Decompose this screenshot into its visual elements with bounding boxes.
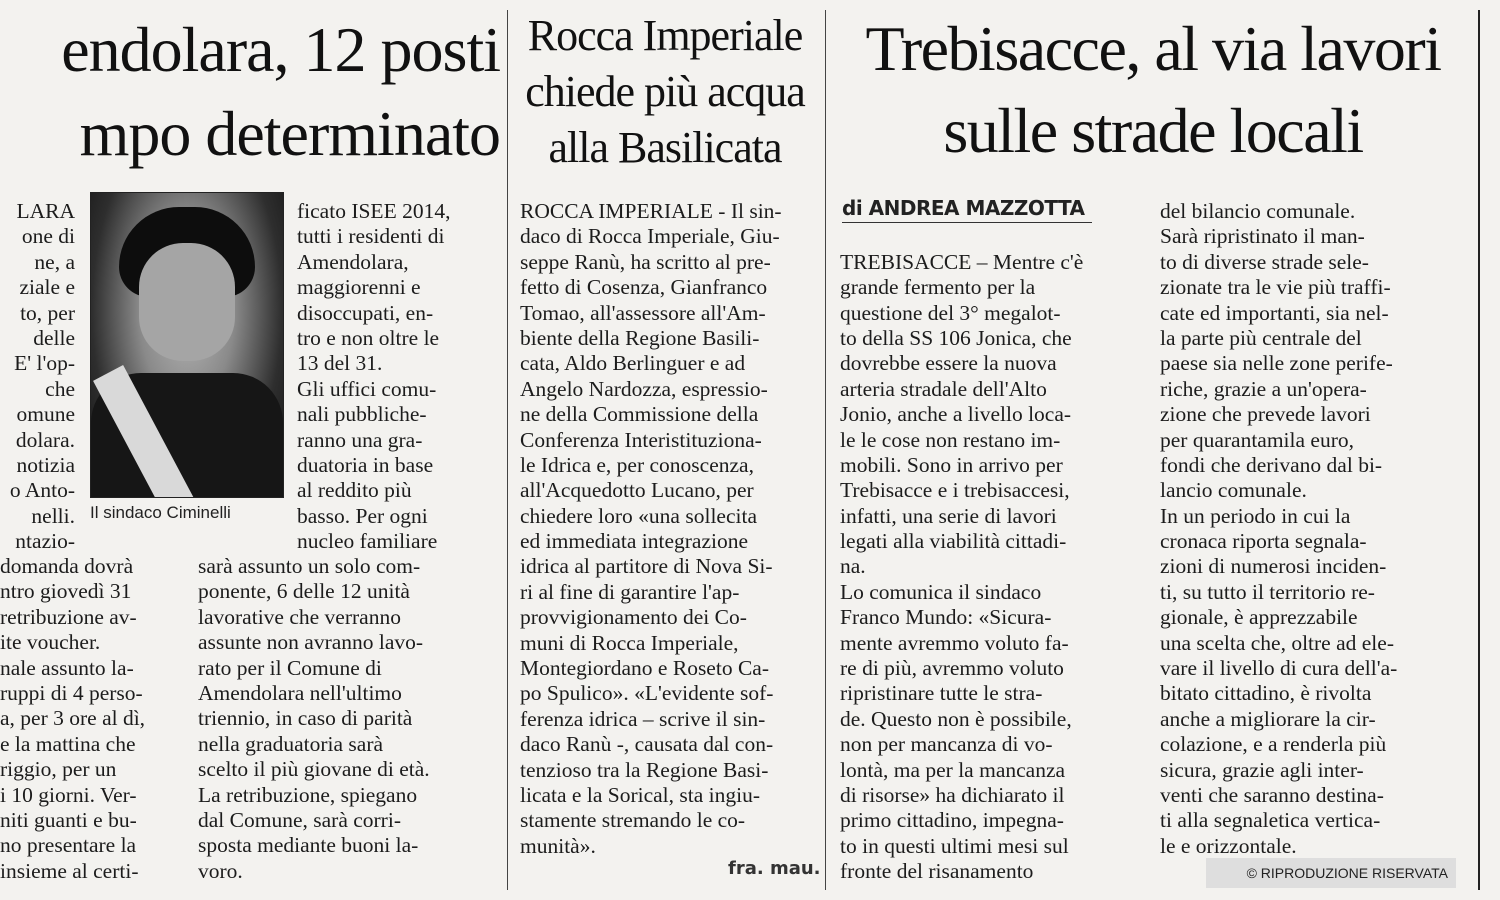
text-line: Tomao, all'assessore all'Am- (520, 300, 766, 325)
text-line: ti, su tutto il territorio re- (1160, 579, 1375, 604)
text-line: infatti, una serie di lavori (840, 503, 1057, 528)
text-line: dolara. (15, 427, 75, 452)
text-line: arteria stradale dell'Alto (840, 376, 1047, 401)
text-line: tro e non oltre le (297, 325, 440, 350)
text-line: Angelo Nardozza, espressio- (520, 376, 768, 401)
text-line: riggio, per un (0, 757, 117, 782)
text-line: legati alla viabilità cittadi- (840, 529, 1067, 554)
byline: di ANDREA MAZZOTTA (842, 196, 1085, 220)
text-line: ite voucher. (0, 630, 101, 655)
text-line: la parte più centrale del (1160, 325, 1362, 350)
text-line: zioni di numerosi inciden- (1160, 554, 1387, 579)
text-line: one di (21, 224, 75, 249)
text-line: ri al fine di garantire l'ap- (520, 579, 740, 604)
text-line: di risorse» ha dichiarato il (840, 782, 1065, 807)
column-divider (825, 10, 826, 890)
text-line: provvigionamento dei Co- (520, 605, 747, 630)
copyright-notice: © RIPRODUZIONE RISERVATA (1206, 858, 1456, 888)
text-line: na. (840, 554, 866, 579)
text-line: LARA (16, 199, 75, 223)
headline-line: chiede più acqua (525, 67, 805, 116)
text-line: colazione, e a renderla più (1160, 732, 1387, 757)
text-line: Conferenza Interistituziona- (520, 427, 762, 452)
text-line: ROCCA IMPERIALE - Il sin- (520, 199, 782, 223)
text-line: to, per (20, 300, 75, 325)
text-line: E' l'op- (14, 351, 75, 376)
text-line: ne, a (34, 249, 75, 274)
text-line: nucleo familiare (297, 529, 438, 554)
text-line: zionate tra le vie più traffi- (1160, 275, 1391, 300)
text-line: stamente stremando le co- (520, 808, 746, 833)
text-line: Sarà ripristinato il man- (1160, 224, 1365, 249)
text-line: Lo comunica il sindaco (840, 579, 1042, 604)
left-article-column-b (297, 199, 493, 554)
text-line: ferenza idrica – scrive il sin- (520, 706, 766, 731)
headline-line: Rocca Imperiale (527, 11, 803, 60)
column-divider (507, 10, 508, 890)
text-line: fetto di Cosenza, Gianfranco (520, 275, 768, 300)
left-article-column-a (0, 199, 75, 554)
text-line: i 10 giorni. Ver- (0, 782, 137, 807)
text-line: voro. (198, 858, 243, 883)
text-line: del bilancio comunale. (1160, 199, 1356, 223)
headline-line: Trebisacce, al via lavori (865, 13, 1441, 84)
text-line: maggiorenni e (297, 275, 421, 300)
text-line: notizia (16, 452, 75, 477)
text-line: ziale e (19, 275, 75, 300)
text-line: La retribuzione, spiegano (198, 782, 418, 807)
text-line: primo cittadino, impegna- (840, 808, 1064, 833)
text-line: cate ed importanti, sia nel- (1160, 300, 1389, 325)
text-line: ficato ISEE 2014, (297, 199, 451, 223)
text-line: Amendolara nell'ultimo (198, 680, 402, 705)
text-line: muni di Rocca Imperiale, (520, 630, 739, 655)
text-line: dal Comune, sarà corri- (198, 807, 401, 832)
text-line: tenzioso tra la Regione Basi- (520, 757, 769, 782)
text-line: triennio, in caso di parità (198, 706, 413, 731)
text-line: Jonio, anche a livello loca- (840, 402, 1072, 427)
text-line: In un periodo in cui la (1160, 503, 1351, 528)
text-line: ti alla segnaletica vertica- (1160, 808, 1381, 833)
text-line: dovrebbe essere la nuova (840, 351, 1057, 376)
text-line: fondi che derivano dal bi- (1160, 452, 1383, 477)
text-line: TREBISACCE – Mentre c'è (840, 249, 1084, 274)
text-line: al reddito più (297, 478, 412, 503)
text-line: po Spulico». «L'evidente sof- (520, 681, 774, 706)
text-line: fronte del risanamento (840, 859, 1034, 884)
mayor-photo (90, 192, 284, 498)
headline-amendolara (0, 8, 500, 176)
headline-rocca-imperiale (512, 8, 818, 176)
text-line: re di più, avremmo voluto (840, 656, 1064, 681)
text-line: rato per il Comune di (198, 655, 382, 680)
text-line: 13 del 31. (297, 351, 383, 376)
text-line: Amendolara, (297, 249, 409, 274)
text-line: sarà assunto un solo com- (198, 554, 421, 578)
headline-line: endolara, 12 posti (61, 14, 500, 85)
page-edge-rule (1478, 10, 1480, 890)
text-line: daco di Rocca Imperiale, Giu- (520, 224, 780, 249)
right-article-column-a (840, 199, 1134, 885)
text-line: de. Questo non è possibile, (840, 706, 1072, 731)
text-line: daco Ranù -, causata dal con- (520, 732, 774, 757)
text-line: zione che prevede lavori (1160, 402, 1371, 427)
headline-trebisacce (832, 8, 1474, 172)
text-line: cronaca riporta segnala- (1160, 529, 1367, 554)
text-line: ranno una gra- (297, 427, 423, 452)
text-line: tutti i residenti di (297, 224, 445, 249)
text-line: ntro giovedì 31 (0, 579, 132, 604)
text-line: basso. Per ogni (297, 503, 428, 528)
text-line: non per mancanza di vo- (840, 732, 1053, 757)
text-line: che (45, 376, 75, 401)
text-line: nelli. (31, 503, 75, 528)
photo-face (139, 243, 235, 361)
left-article-lower-right (198, 554, 494, 884)
headline-line: mpo determinato (79, 98, 500, 169)
text-line: ntazio- (15, 529, 75, 554)
text-line: le Idrica e, per conoscenza, (520, 452, 754, 477)
text-line: domanda dovrà (0, 554, 134, 578)
text-line: questione del 3° megalot- (840, 300, 1061, 325)
text-line: ripristinare tutte le stra- (840, 681, 1043, 706)
text-line: o Anto- (9, 478, 75, 503)
text-line: disoccupati, en- (297, 300, 434, 325)
text-line: paese sia nelle zone perife- (1160, 351, 1393, 376)
text-line: a, per 3 ore al dì, (0, 706, 146, 731)
text-line: Gli uffici comu- (297, 376, 437, 401)
text-line: lancio comunale. (1160, 478, 1307, 503)
text-line: lavorative che verranno (198, 604, 401, 629)
text-line: biente della Regione Basili- (520, 325, 760, 350)
text-line: venti che saranno destina- (1160, 782, 1384, 807)
text-line: vare il livello di cura dell'a- (1160, 656, 1398, 681)
text-line: ruppi di 4 perso- (0, 680, 143, 705)
text-line: anche a migliorare la cir- (1160, 706, 1376, 731)
headline-line: alla Basilicata (548, 123, 782, 172)
text-line: mente avremmo voluto fa- (840, 630, 1069, 655)
text-line: to di diverse strade sele- (1160, 249, 1369, 274)
text-line: delle (33, 325, 75, 350)
text-line: nella graduatoria sarà (198, 731, 384, 756)
text-line: bitato cittadino, è rivolta (1160, 681, 1372, 706)
text-line: licata e la Sorical, sta ingiu- (520, 782, 760, 807)
text-line: scelto il più giovane di età. (198, 757, 430, 782)
text-line: retribuzione av- (0, 604, 137, 629)
text-line: ed immediata integrazione (520, 529, 749, 554)
right-article-column-b (1160, 199, 1452, 859)
text-line: per quarantamila euro, (1160, 427, 1355, 452)
text-line: duatoria in base (297, 452, 434, 477)
text-line: nali pubbliche- (297, 402, 427, 427)
text-line: Trebisacce e i trebisaccesi, (840, 478, 1070, 503)
text-line: grande fermento per la (840, 275, 1036, 300)
text-line: idrica al partitore di Nova Si- (520, 554, 773, 579)
text-line: sposta mediante buoni la- (198, 833, 419, 858)
text-line: seppe Ranù, ha scritto al pre- (520, 249, 771, 274)
text-line: chiedere loro «una sollecita (520, 503, 757, 528)
text-line: lontà, ma per la mancanza (840, 757, 1066, 782)
text-line: le e orizzontale. (1160, 833, 1297, 858)
text-line: to della SS 106 Jonica, che (840, 325, 1072, 350)
text-line: insieme al certi- (0, 858, 139, 883)
article-signature: fra. mau. (728, 858, 821, 879)
text-line: omune (16, 402, 75, 427)
text-line: e la mattina che (0, 731, 136, 756)
text-line: munità». (520, 833, 596, 858)
text-line: le le cose non restano im- (840, 427, 1061, 452)
text-line: riche, grazie a un'opera- (1160, 376, 1367, 401)
text-line: mobili. Sono in arrivo per (840, 452, 1063, 477)
middle-article-body (520, 199, 815, 859)
text-line (840, 199, 1134, 224)
text-line: all'Acquedotto Lucano, per (520, 478, 754, 503)
headline-line: sulle strade locali (943, 95, 1363, 166)
text-line: nale assunto la- (0, 655, 134, 680)
text-line: ne della Commissione della (520, 402, 759, 427)
text-line (840, 224, 1134, 249)
left-article-lower-left (0, 554, 176, 884)
text-line: no presentare la (0, 833, 137, 858)
text-line: ponente, 6 delle 12 unità (198, 579, 410, 604)
text-line: assunte non avranno lavo- (198, 630, 424, 655)
text-line: gionale, è apprezzabile (1160, 605, 1358, 630)
text-line: niti guanti e bu- (0, 807, 137, 832)
text-line: Montegiordano e Roseto Ca- (520, 656, 769, 681)
photo-caption: Il sindaco Ciminelli (90, 503, 231, 522)
text-line: Franco Mundo: «Sicura- (840, 605, 1052, 630)
text-line: to in questi ultimi mesi sul (840, 833, 1069, 858)
text-line: sicura, grazie agli inter- (1160, 757, 1364, 782)
text-line: cata, Aldo Berlinguer e ad (520, 351, 746, 376)
text-line: una scelta che, oltre ad ele- (1160, 630, 1394, 655)
